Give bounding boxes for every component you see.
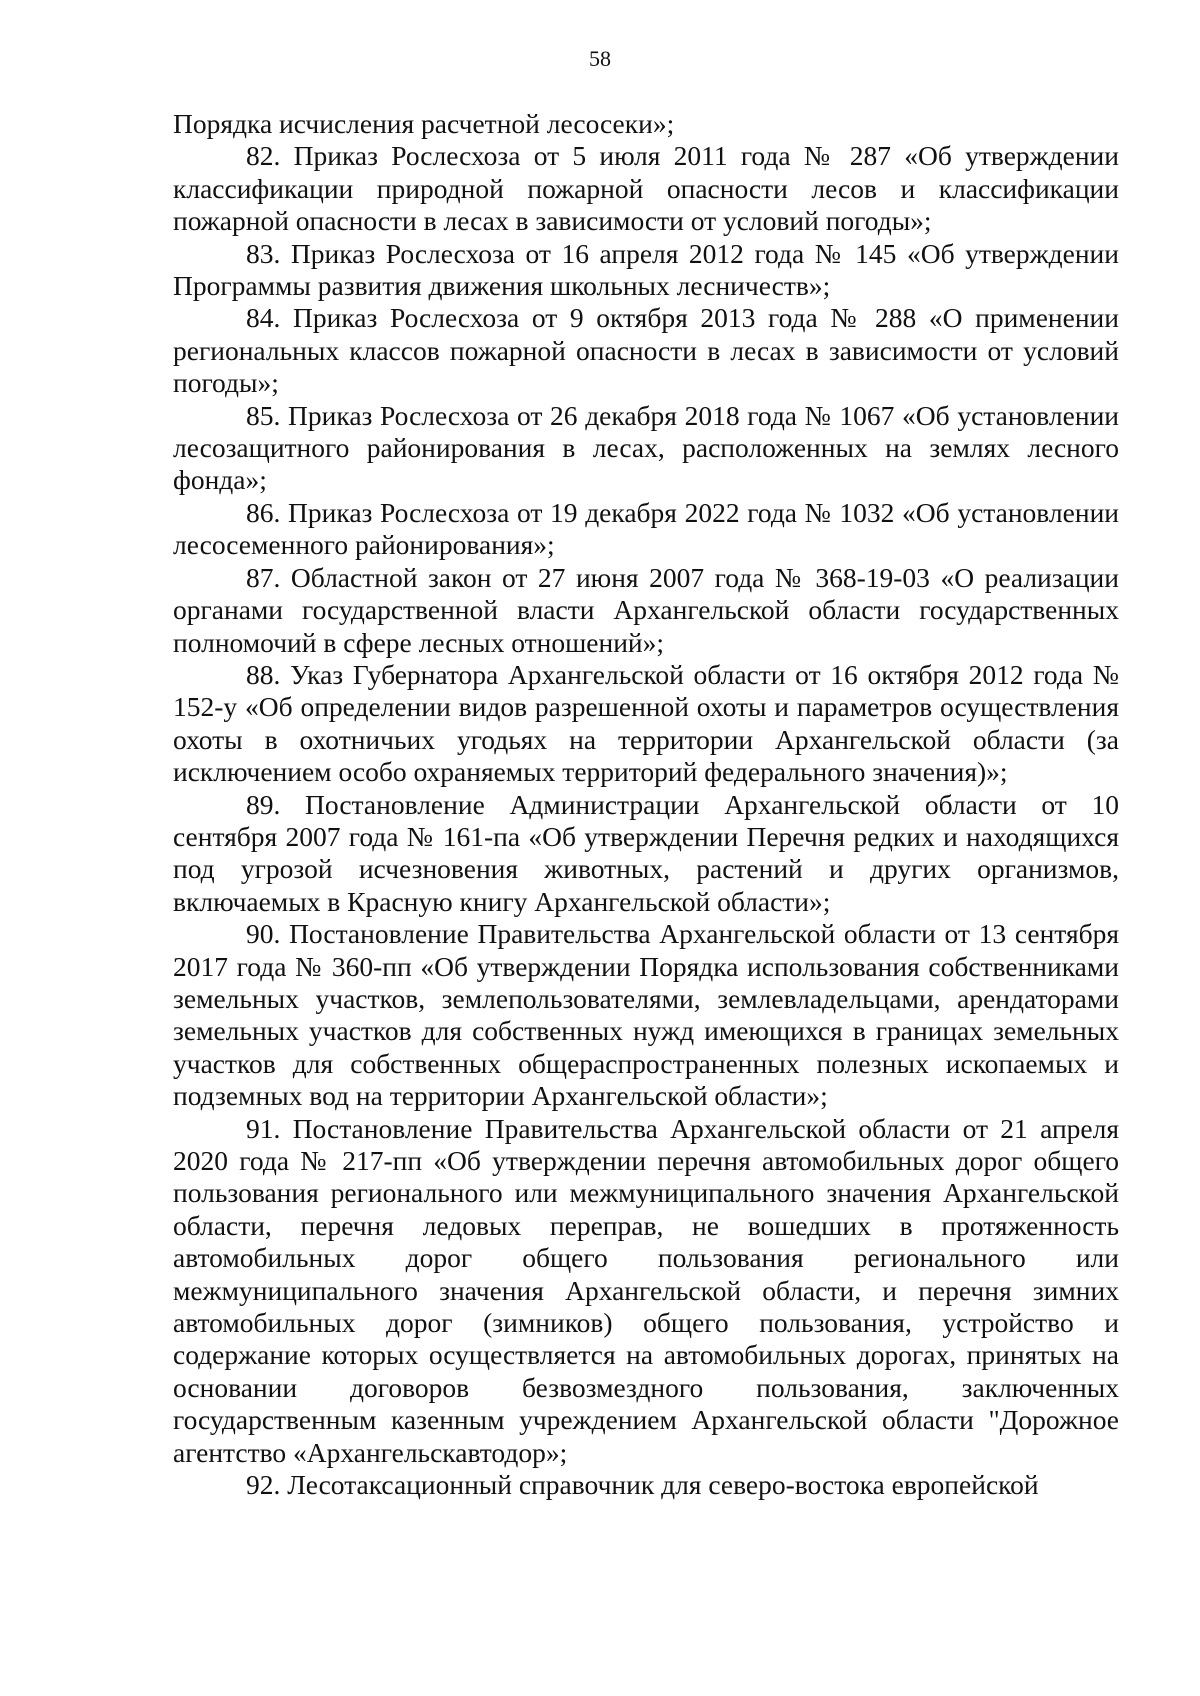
list-item-87: 87. Областной закон от 27 июня 2007 года № 368-19-03 «О реализации органами государственной власти Архангельской области государственных полномочий в сфере лесных отношений»; (173, 561, 1119, 658)
list-item-92: 92. Лесотаксационный справочник для северо-востока европейской (246, 1469, 1039, 1501)
list-item-84: 84. Приказ Рослесхоза от 9 октября 2013 года № 288 «О применении региональных классов пожарной опасности в лесах в зависимости от условий погоды»; (173, 302, 1119, 399)
list-item-88: 88. Указ Губернатора Архангельской области от 16 октября 2012 года № 152-у «Об определении видов разрешенной охоты и параметров осуществления охоты в охотничьих угодьях на территории Архангельской области (за исключением особо охраняемых территорий федерального значения)»; (173, 658, 1119, 788)
list-item-82: 82. Приказ Рослесхоза от 5 июля 2011 года № 287 «Об утверждении классификации природной пожарной опасности лесов и классификации пожарной опасности в лесах в зависимости от условий погоды»; (173, 140, 1119, 237)
list-item-83: 83. Приказ Рослесхоза от 16 апреля 2012 года № 145 «Об утверждении Программы развития движения школьных лесничеств»; (173, 237, 1119, 302)
list-item-91: 91. Постановление Правительства Архангельской области от 21 апреля 2020 года № 217-пп «Об утверждении перечня автомобильных дорог общего пользования регионального или межмуниципального значения Архангельской области, перечня ледовых переправ, не вошедших в протяженность автомобильных дорог общего пользования регионального или межмуниципального значения Архангельской области, и перечня зимних автомобильных дорог (зимников) общего пользования, устройство и содержание которых осуществляется на автомобильных дорогах, принятых на основании договоров безвозмездного пользования, заключенных государственным казенным учреждением Архангельской области "Дорожное агентство «Архангельскавтодор»; (173, 1112, 1119, 1468)
list-item-85: 85. Приказ Рослесхоза от 26 декабря 2018 года № 1067 «Об установлении лесозащитного районирования в лесах, расположенных на землях лесного фонда»; (173, 399, 1119, 496)
list-item-90: 90. Постановление Правительства Архангельской области от 13 сентября 2017 года № 360-пп «Об утверждении Порядка использования собственниками земельных участков, землепользователями, землевладельцами, арендаторами земельных участков для собственных нужд имеющихся в границах земельных участков для собственных общераспространенных полезных ископаемых и подземных вод на территории Архангельской области»; (173, 918, 1119, 1112)
document-body (173, 108, 1119, 1501)
list-item-86: 86. Приказ Рослесхоза от 19 декабря 2022 года № 1032 «Об установлении лесосеменного районирования»; (173, 496, 1119, 561)
paragraph-continuation: Порядка исчисления расчетной лесосеки»; (173, 108, 675, 139)
list-item-89: 89. Постановление Администрации Архангельской области от 10 сентября 2007 года № 161-па «Об утверждении Перечня редких и находящихся под угрозой исчезновения животных, растений и других организмов, включаемых в Красную книгу Архангельской области»; (173, 788, 1119, 917)
page-number: 58 (589, 46, 611, 71)
